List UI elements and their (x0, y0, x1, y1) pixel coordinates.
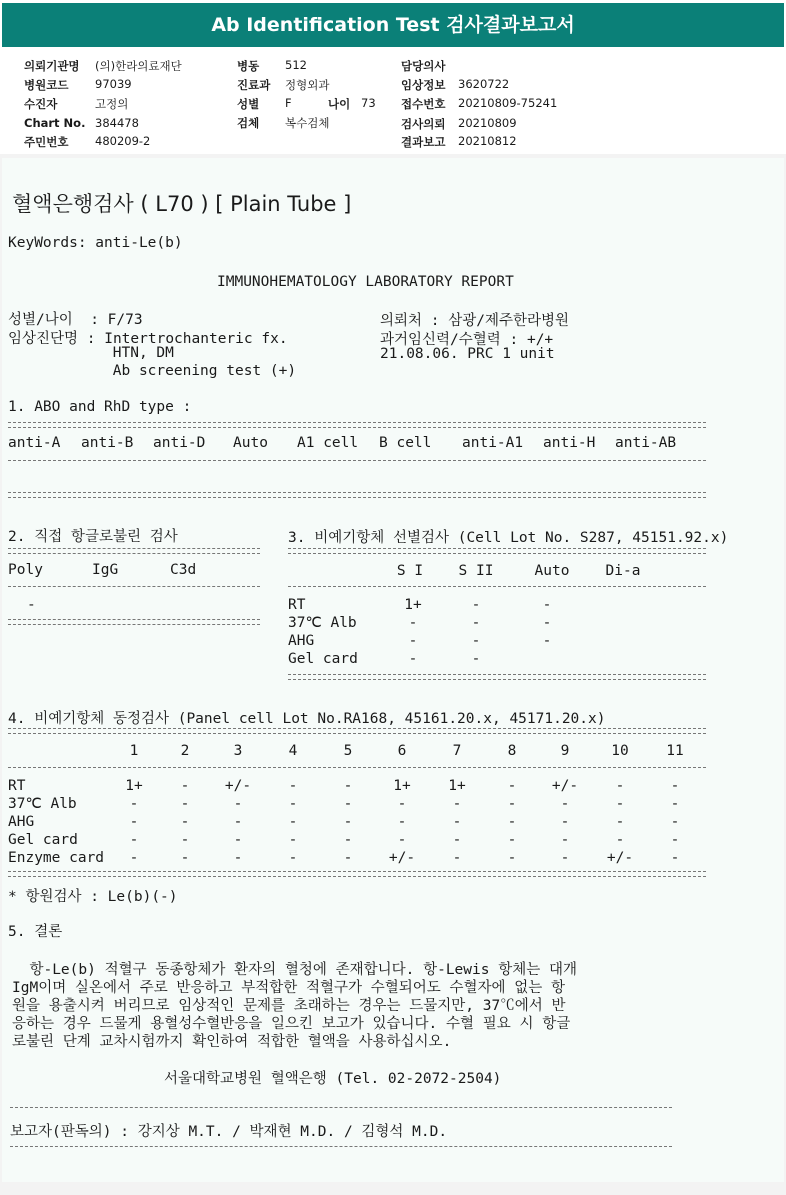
accession-value: 20210809-75241 (458, 96, 558, 110)
reporter-line: 보고자(판독의) : 강지상 M.T. / 박재현 M.D. / 김형석 M.D. (10, 1124, 448, 1140)
conclusion-heading: 5. 결론 (8, 924, 63, 940)
divider (8, 767, 706, 768)
panel-cell: - (452, 796, 462, 812)
diagnosis-line-3: Ab screening test (+) (8, 363, 297, 379)
institution-label: 의뢰기관명 (24, 59, 80, 73)
panel-cell: - (507, 778, 517, 794)
diagnosis-line-2: HTN, DM (8, 345, 174, 361)
chart-no-value: 384478 (95, 116, 139, 130)
screening-col-s1: S I (396, 563, 424, 579)
hospital-code-value: 97039 (95, 77, 132, 91)
panel-col-2: 2 (180, 743, 190, 759)
panel-cell: - (615, 832, 625, 848)
conclusion-line-3: 원을 용출시켜 버리므로 임상적인 문제를 초래하는 경우는 드물지만, 37℃에서 반 (12, 998, 566, 1014)
divider (10, 1107, 672, 1108)
specimen-label: 검체 (237, 116, 260, 130)
abo-col-anti-ab: anti-AB (615, 435, 677, 451)
divider (8, 586, 260, 587)
panel-row-phase: Gel card (8, 832, 78, 848)
panel-cell: - (670, 814, 680, 830)
request-date-value: 20210809 (458, 116, 517, 130)
doctor-label: 담당의사 (401, 59, 446, 73)
panel-heading: 4. 비예기항체 동정검사 (Panel cell Lot No.RA168, 45161.20.x, 45171.20.x) (8, 711, 606, 727)
request-date-label: 검사의뢰 (401, 117, 446, 131)
abo-col-anti-h: anti-H (543, 435, 596, 451)
divider (8, 422, 706, 428)
panel-cell: - (615, 796, 625, 812)
hospital-code-label: 병원코드 (24, 78, 69, 92)
antigen-test: * 항원검사 : Le(b)(-) (8, 889, 178, 905)
panel-cell: - (233, 814, 243, 830)
panel-cell: - (129, 832, 139, 848)
panel-cell: 1+ (125, 778, 143, 794)
report-date-value: 20210812 (458, 134, 517, 148)
abo-col-anti-a: anti-A (8, 435, 61, 451)
panel-cell: - (343, 850, 353, 866)
chart-no-label: Chart No. (24, 116, 86, 130)
dat-poly-value: - (27, 597, 36, 613)
sex-age: 성별/나이 : F/73 (8, 312, 143, 328)
conclusion-line-5: 로불린 단계 교차시험까지 확인하여 적합한 혈액을 사용하십시오. (12, 1034, 452, 1050)
screening-cell: - (542, 633, 552, 649)
resident-no-value: 480209-2 (95, 134, 151, 148)
panel-cell: - (615, 814, 625, 830)
divider (8, 460, 706, 461)
divider (8, 492, 706, 498)
panel-col-1: 1 (129, 743, 139, 759)
panel-row-phase: 37℃ Alb (8, 796, 77, 812)
report-date-label: 결과보고 (401, 135, 446, 149)
panel-cell: - (397, 814, 407, 830)
abo-col-anti-b: anti-B (81, 435, 134, 451)
abo-col-anti-a1: anti-A1 (462, 435, 524, 451)
diagnosis-line-1: 임상진단명 : Intertrochanteric fx. (8, 331, 288, 347)
panel-cell: - (180, 832, 190, 848)
abo-col-a1-cell: A1 cell (297, 435, 359, 451)
panel-cell: - (670, 832, 680, 848)
keywords: KeyWords: anti-Le(b) (8, 235, 183, 251)
divider (288, 586, 706, 587)
screening-cell: 1+ (404, 597, 422, 613)
divider (8, 548, 260, 554)
panel-cell: - (288, 850, 298, 866)
report-title: Ab Identification Test 검사결과보고서 (2, 3, 784, 47)
screening-cell: - (408, 633, 418, 649)
panel-cell: +/- (224, 778, 252, 794)
panel-cell: - (288, 778, 298, 794)
panel-cell: +/- (388, 850, 416, 866)
accession-label: 접수번호 (401, 97, 446, 111)
screening-row-phase: AHG (288, 633, 315, 649)
panel-cell: - (670, 850, 680, 866)
lab-report-title: IMMUNOHEMATOLOGY LABORATORY REPORT (217, 274, 514, 290)
screening-row-phase: Gel card (288, 651, 358, 667)
screening-cell: - (542, 597, 552, 613)
panel-cell: +/- (551, 778, 579, 794)
conclusion-line-1: 항-Le(b) 적혈구 동종항체가 환자의 혈청에 존재합니다. 항-Lewis 항체는 대개 (12, 962, 577, 978)
sex-label: 성별 (237, 97, 260, 111)
department-label: 진료과 (237, 78, 271, 92)
clinical-info-value: 3620722 (458, 77, 510, 91)
panel-cell: - (129, 850, 139, 866)
specimen-value: 복수검체 (285, 116, 330, 130)
divider (10, 1146, 672, 1147)
panel-cell: - (670, 796, 680, 812)
panel-cell: - (288, 832, 298, 848)
panel-cell: - (180, 814, 190, 830)
panel-row-phase: Enzyme card (8, 850, 105, 866)
screening-cell: - (471, 633, 481, 649)
abo-col-auto: Auto (233, 435, 268, 451)
panel-cell: - (129, 814, 139, 830)
panel-cell: - (343, 778, 353, 794)
panel-cell: - (397, 796, 407, 812)
dat-col-c3d: C3d (170, 562, 197, 578)
screening-col-s2: S II (458, 563, 494, 579)
section-title: 혈액은행검사 ( L70 ) [ Plain Tube ] (12, 192, 352, 216)
divider (8, 871, 706, 877)
patient-name-value: 고정의 (95, 97, 129, 111)
panel-cell: 1+ (448, 778, 466, 794)
abo-heading: 1. ABO and RhD type : (8, 399, 192, 415)
divider (288, 548, 706, 554)
panel-col-7: 7 (452, 743, 462, 759)
clinical-info-label: 임상정보 (401, 78, 446, 92)
abo-col-anti-d: anti-D (153, 435, 206, 451)
panel-cell: - (560, 850, 570, 866)
divider (288, 674, 706, 680)
panel-cell: - (180, 796, 190, 812)
panel-cell: - (343, 796, 353, 812)
panel-cell: - (507, 832, 517, 848)
screening-heading: 3. 비예기항체 선별검사 (Cell Lot No. S287, 45151.92.x) (288, 530, 729, 546)
abo-col-b-cell: B cell (379, 435, 432, 451)
conclusion-line-4: 응하는 경우 드물게 용혈성수혈반응을 일으킨 보고가 있습니다. 수혈 필요 시 항글 (12, 1016, 571, 1032)
screening-cell: - (471, 651, 481, 667)
panel-col-10: 10 (611, 743, 629, 759)
report-body (2, 158, 784, 1182)
patient-name-label: 수진자 (24, 97, 58, 111)
header-info (0, 50, 786, 154)
dat-heading: 2. 직접 항글로불린 검사 (8, 529, 178, 545)
panel-cell: - (233, 832, 243, 848)
panel-cell: - (288, 814, 298, 830)
screening-col-dia: Di-a (605, 563, 641, 579)
panel-cell: - (560, 814, 570, 830)
panel-col-9: 9 (560, 743, 570, 759)
department-value: 정형외과 (285, 78, 330, 92)
panel-cell: - (397, 832, 407, 848)
screening-row-phase: 37℃ Alb (288, 615, 357, 631)
divider (8, 619, 260, 625)
panel-cell: - (233, 796, 243, 812)
conclusion-line-2: IgM이며 실온에서 주로 반응하고 부적합한 적혈구가 수혈되어도 수혈자에 없는 항 (12, 980, 565, 996)
panel-col-3: 3 (233, 743, 243, 759)
panel-col-8: 8 (507, 743, 517, 759)
panel-col-11: 11 (666, 743, 684, 759)
dat-col-poly: Poly (8, 562, 43, 578)
panel-row-phase: RT (8, 778, 26, 794)
resident-no-label: 주민번호 (24, 135, 69, 149)
panel-cell: - (507, 850, 517, 866)
panel-cell: - (180, 778, 190, 794)
screening-cell: - (471, 597, 481, 613)
panel-cell: - (507, 796, 517, 812)
panel-cell: - (233, 850, 243, 866)
screening-cell: - (542, 615, 552, 631)
screening-cell: - (471, 615, 481, 631)
panel-cell: - (452, 850, 462, 866)
panel-cell: - (180, 850, 190, 866)
panel-cell: - (129, 796, 139, 812)
sex-value: F (285, 96, 292, 110)
panel-cell: 1+ (393, 778, 411, 794)
panel-cell: - (288, 796, 298, 812)
screening-col-auto: Auto (534, 563, 570, 579)
panel-col-4: 4 (288, 743, 298, 759)
panel-cell: - (452, 814, 462, 830)
panel-cell: - (452, 832, 462, 848)
divider (8, 728, 706, 734)
ward-value: 512 (285, 58, 307, 72)
panel-row-phase: AHG (8, 814, 35, 830)
panel-cell: - (343, 814, 353, 830)
ward-label: 병동 (237, 59, 260, 73)
panel-cell: - (670, 778, 680, 794)
institution-value: (의)한라의료재단 (95, 59, 182, 73)
panel-cell: - (507, 814, 517, 830)
screening-row-phase: RT (288, 597, 306, 613)
requester: 의뢰처 : 삼광/제주한라병원 (380, 313, 569, 329)
age-label: 나이 (328, 97, 351, 111)
age-value: 73 (361, 96, 376, 110)
panel-cell: - (615, 778, 625, 794)
dat-col-igg: IgG (92, 562, 119, 578)
panel-cell: - (560, 832, 570, 848)
hospital-footer: 서울대학교병원 혈액은행 (Tel. 02-2072-2504) (164, 1071, 502, 1087)
screening-cell: - (408, 651, 418, 667)
transfusion-record: 21.08.06. PRC 1 unit (380, 346, 555, 362)
panel-cell: +/- (606, 850, 634, 866)
panel-cell: - (343, 832, 353, 848)
screening-cell: - (408, 615, 418, 631)
panel-col-5: 5 (343, 743, 353, 759)
panel-col-6: 6 (397, 743, 407, 759)
panel-cell: - (560, 796, 570, 812)
pregnancy-transfusion-history: 과거임신력/수혈력 : +/+ (380, 332, 554, 348)
